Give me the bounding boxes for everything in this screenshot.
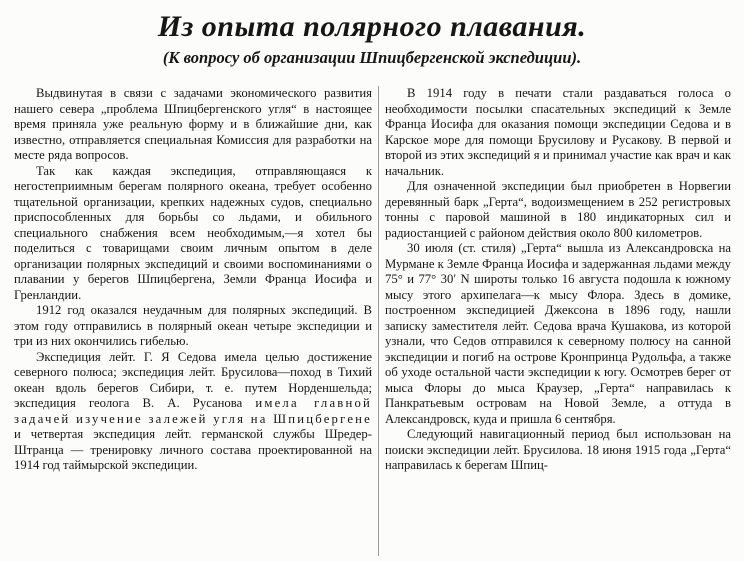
paragraph: Выдвинутая в связи с задачами экономического развития нашего севера „проблема Шпицбергенского угля“ в настоящее время приняла уже реальную форму и в ближайшие дни, как известно, отправляется специальная Комиссия для разработки на месте ряда вопросов.: [14, 86, 372, 162]
paragraph-text: и четвертая экспедиция лейт. германской службы Шредер-Штранца — тренировку личного состава проектированной на 1914 год таймырской экспедиции.: [14, 427, 372, 472]
paragraph-text: Экспедиция лейт. Г. Я Седова имела целью достижение северного полюса; экспедиция лейт. Брусилова—поход в Тихий океан вдоль берегов Сибири, т. е. путем Норденшельда; экспедиция геолога В. А. Русанова: [14, 349, 372, 410]
column-divider: [378, 86, 379, 556]
paragraph: В 1914 году в печати стали раздаваться голоса о необходимости посылки спасательных экспедиций к Земле Франца Иосифа для оказания помощи экспедиции Седова и в Карское море для помощи Брусилову и Русакову. В первой и второй из этих экспедиций я и принимал участие как врач и как начальник.: [385, 86, 731, 178]
paragraph: Для означенной экспедиции был приобретен в Норвегии деревянный барк „Герта“, водоизмещением в 252 регистровых тонны с паровой машиной в 180 индикаторных сил и радиостанцией с районом действия около 800 километров.: [385, 179, 731, 240]
paragraph: Так как каждая экспедиция, отправляющаяся к негостеприимным берегам полярного океана, требует особенно тщательной организации, крепких надежных судов, специально приспособленных для борьбы со льдами, и обильного специального снабжения всем необходимым,—я хотел бы поделиться с товарищами своим личным опытом в деле организации полярных экспедиций и своими воспоминаниями о плавании у берегов Шпицбергена, Земли Франца Иосифа и Гренландии.: [14, 163, 372, 302]
right-column: [385, 86, 731, 474]
paragraph: [14, 350, 372, 474]
paragraph: 30 июля (ст. стиля) „Герта“ вышла из Александровска на Мурмане к Земле Франца Иосифа и задержанная льдами между 75° и 77° 30′ N широты только 16 августа подошла к южному мысу этого архипелага—к мысу Флора. Здесь в домике, построенном экспедицией Джексона в 1896 году, нашли записку заместителя лейт. Седова врача Кушакова, из которой узнали, что Седов отправился к северному полюсу на санной экспедиции и погиб на острове Кронпринца Рудольфа, а также об уходе остальной части экспедиции к югу. Осмотрев берег от мыса Флоры до мыса Краузер, „Герта“ направилась к Панкратьевым островам на Новой Земле, а оттуда в Александровск, куда и пришла 6 сентября.: [385, 241, 731, 426]
paragraph: 1912 год оказался неудачным для полярных экспедиций. В этом году отправились в полярный океан четыре экспедиции и три из них окончились гибелью.: [14, 303, 372, 348]
left-column: [14, 86, 372, 474]
spaced-emphasis-text: имела главной задачей изучение залежей угля на Шпицбергене: [14, 396, 372, 426]
paragraph: Следующий навигационный период был использован на поиски экспедиции лейт. Брусилова. 18 июня 1915 года „Герта“ направилась к берегам Шпиц-: [385, 427, 731, 472]
article-subtitle: (К вопросу об организации Шпицбергенской экспедиции).: [162, 48, 582, 67]
article-title: Из опыта полярного плавания.: [157, 10, 587, 43]
